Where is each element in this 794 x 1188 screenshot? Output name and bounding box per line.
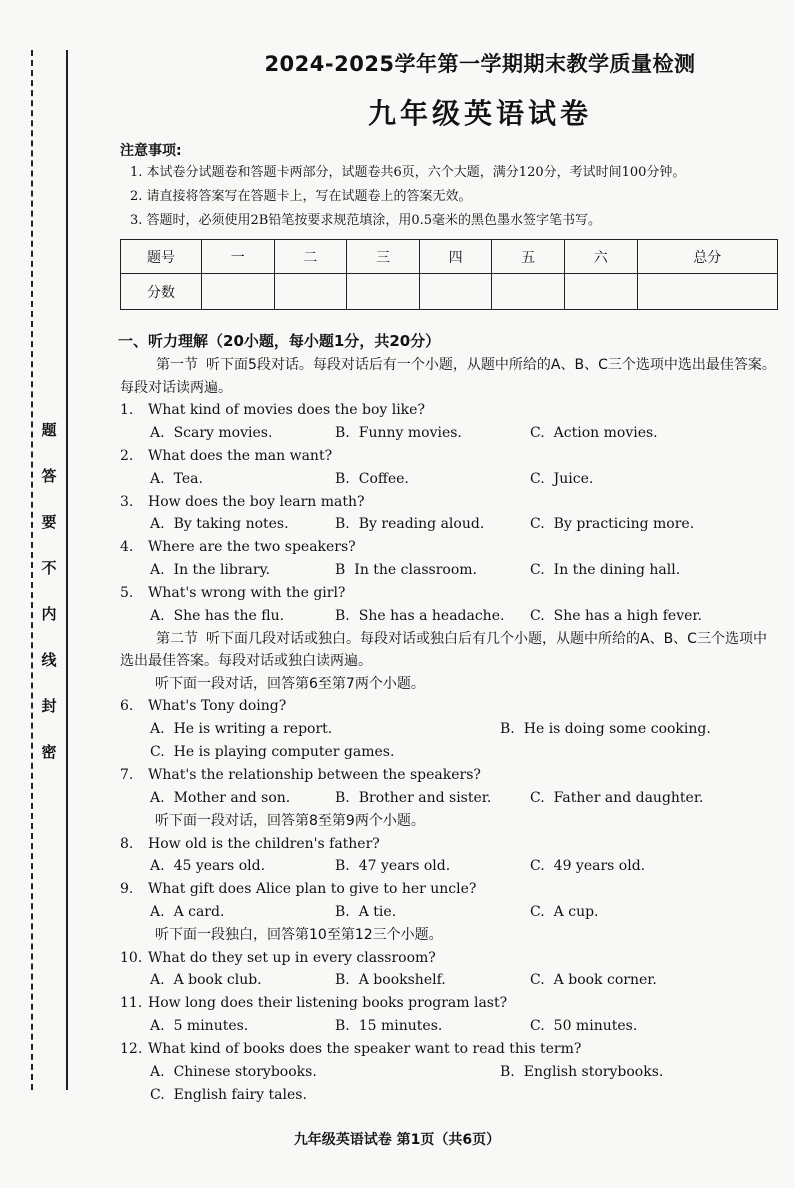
option-b [335, 422, 462, 445]
option-c [530, 605, 702, 628]
option-text: She has a high fever. [553, 607, 702, 624]
question-text: How does the boy learn math? [148, 493, 365, 510]
question [120, 764, 780, 810]
question-text: What's Tony doing? [148, 698, 287, 715]
score-cell [347, 274, 420, 310]
option-letter: B. [335, 904, 350, 921]
option-b [500, 1061, 663, 1084]
score-header: 五 [492, 240, 565, 274]
question [120, 992, 780, 1038]
option-a [150, 468, 203, 491]
option-text: He is writing a report. [173, 721, 333, 738]
question-stem [120, 764, 780, 787]
score-header: 一 [202, 240, 275, 274]
question [120, 399, 780, 445]
option-letter: A. [150, 424, 165, 441]
exam-subtitle: 九年级英语试卷 [367, 97, 592, 130]
options-row [120, 1061, 780, 1084]
option-text: He is doing some cooking. [523, 721, 711, 738]
question-text: What kind of books does the speaker want to read this term? [148, 1041, 582, 1058]
option-letter: C. [530, 424, 545, 441]
score-header: 二 [274, 240, 347, 274]
option-letter: A. [150, 1018, 165, 1035]
seal-char: 封 [41, 697, 57, 715]
option-c [530, 855, 645, 878]
seal-line-text [38, 420, 60, 788]
seal-char: 线 [41, 651, 57, 669]
question-stem [120, 399, 780, 422]
option-letter: B. [500, 1064, 515, 1081]
option-text: 49 years old. [553, 858, 646, 875]
option-text: English fairy tales. [173, 1087, 307, 1104]
option-text: 15 minutes. [358, 1018, 443, 1035]
option-letter: C. [150, 744, 165, 761]
option-letter: C. [530, 607, 545, 624]
part-text: 听下面5段对话。每段对话后有一个小题，从题中所给的A、B、C三个选项中选出最佳答案。每段对话读两遍。 [120, 357, 776, 396]
option-text: 45 years old. [173, 858, 266, 875]
question-text: What's wrong with the girl? [148, 585, 346, 602]
option-b [335, 513, 484, 536]
options-row [120, 901, 780, 924]
options-row [120, 513, 780, 536]
option-text: Mother and son. [173, 790, 291, 807]
option-letter: A. [150, 562, 165, 579]
question [120, 947, 780, 993]
question-stem [120, 582, 780, 605]
question-stem [120, 992, 780, 1015]
question-stem [120, 536, 780, 559]
option-b [335, 855, 450, 878]
part-text: 听下面几段对话或独白。每段对话或独白后有几个小题，从题中所给的A、B、C三个选项中选出最佳答案。每段对话或独白读两遍。 [120, 630, 767, 670]
question [120, 695, 780, 764]
option-letter: A. [150, 858, 165, 875]
option-text: 50 minutes. [553, 1018, 638, 1035]
option-letter: A. [150, 904, 165, 921]
options-row [120, 559, 780, 582]
option-text: In the classroom. [354, 562, 477, 579]
option-letter: C. [530, 790, 545, 807]
question [120, 1038, 780, 1107]
option-letter: C. [530, 904, 545, 921]
question-stem [120, 947, 780, 970]
option-text: Action movies. [553, 424, 658, 441]
option-c [530, 513, 694, 536]
option-b [335, 559, 477, 582]
options-row [120, 1015, 780, 1038]
option-text: Scary movies. [173, 424, 273, 441]
option-text: By reading aloud. [358, 516, 485, 533]
option-text: In the library. [173, 562, 271, 579]
option-letter: A. [150, 607, 165, 624]
option-letter: A. [150, 470, 165, 487]
option-b [500, 718, 711, 741]
score-table [120, 239, 778, 310]
options-row [120, 718, 780, 741]
options-row [120, 741, 780, 764]
option-letter: B. [335, 424, 350, 441]
option-b [335, 1015, 442, 1038]
seal-char: 不 [41, 559, 57, 577]
option-a [150, 787, 290, 810]
options-row [120, 1084, 780, 1107]
question-stem [120, 878, 780, 901]
option-letter: B [335, 562, 346, 579]
part-instruction [120, 354, 780, 399]
option-letter: B. [335, 470, 350, 487]
score-cell [202, 274, 275, 310]
option-a [150, 1061, 317, 1084]
options-row [120, 787, 780, 810]
question-number: 6. [120, 698, 134, 715]
question [120, 445, 780, 491]
question-group-3 [120, 833, 780, 925]
option-letter: B. [335, 607, 350, 624]
option-c [530, 468, 593, 491]
option-letter: B. [500, 721, 515, 738]
question-number: 2. [120, 447, 134, 464]
score-cell [637, 274, 777, 310]
question-number: 4. [120, 539, 134, 556]
question-number: 5. [120, 585, 134, 602]
options-row [120, 969, 780, 992]
option-letter: B. [335, 1018, 350, 1035]
option-a [150, 422, 272, 445]
option-letter: A. [150, 972, 165, 989]
question-stem [120, 445, 780, 468]
option-a [150, 605, 284, 628]
option-text: A card. [173, 904, 225, 921]
option-text: She has a headache. [358, 607, 505, 624]
option-letter: A. [150, 516, 165, 533]
option-letter: B. [335, 858, 350, 875]
option-letter: B. [335, 972, 350, 989]
option-a [150, 718, 332, 741]
option-text: Funny movies. [358, 424, 462, 441]
question-text: How old is the children's father? [148, 835, 380, 852]
option-letter: A. [150, 1064, 165, 1081]
option-text: Chinese storybooks. [173, 1064, 317, 1081]
question-group-4 [120, 947, 780, 1107]
question [120, 536, 780, 582]
option-text: English storybooks. [523, 1064, 664, 1081]
option-letter: C. [530, 470, 545, 487]
option-letter: B. [335, 790, 350, 807]
option-text: 5 minutes. [173, 1018, 249, 1035]
part-name: 第二节 [156, 630, 198, 647]
question-text: What kind of movies does the boy like? [148, 402, 425, 418]
option-letter: C. [530, 562, 545, 579]
question-stem [120, 491, 780, 514]
options-row [120, 855, 780, 878]
option-c [530, 1015, 637, 1038]
option-text: Tea. [173, 470, 203, 487]
option-c [530, 422, 658, 445]
option-letter: C. [150, 1087, 165, 1104]
section-title: 一、听力理解（20小题，每小题1分，共20分） [118, 332, 441, 350]
option-c [150, 1084, 307, 1107]
notice-title: 注意事项: [120, 143, 182, 159]
options-row [120, 468, 780, 491]
question-number: 1. [120, 402, 134, 418]
option-a [150, 855, 265, 878]
score-header: 题号 [121, 240, 202, 274]
exam-page [120, 48, 780, 1107]
question-group-1 [120, 399, 780, 628]
seal-char: 密 [41, 743, 57, 761]
seal-char: 答 [41, 467, 57, 485]
option-letter: C. [530, 972, 545, 989]
options-row [120, 422, 780, 445]
question-text: What gift does Alice plan to give to her uncle? [148, 881, 477, 898]
question-number: 12. [120, 1041, 143, 1058]
option-text: In the dining hall. [553, 562, 681, 579]
question-text: How long does their listening books program last? [148, 995, 508, 1012]
option-a [150, 513, 289, 536]
seal-char: 题 [41, 421, 57, 439]
option-c [530, 787, 703, 810]
lead-instruction: 听下面一段对话，回答第6至第7两个小题。 [155, 675, 425, 692]
score-cell [274, 274, 347, 310]
option-text: Juice. [553, 470, 594, 487]
question-stem [120, 1038, 780, 1061]
seal-char: 内 [41, 605, 57, 623]
question-number: 11. [120, 995, 143, 1012]
question [120, 878, 780, 924]
question-number: 10. [120, 949, 143, 966]
question-number: 3. [120, 493, 134, 510]
option-b [335, 901, 396, 924]
question-stem [120, 833, 780, 856]
seal-char: 要 [41, 513, 57, 531]
option-b [335, 605, 504, 628]
option-text: A tie. [358, 904, 397, 921]
question-text: What's the relationship between the speakers? [148, 767, 481, 784]
notice-item: 1. 本试卷分试题卷和答题卡两部分，试题卷共6页，六个大题，满分120分，考试时间100分钟。 [130, 165, 686, 180]
page-footer: 九年级英语试卷 第1页（共6页） [293, 1132, 501, 1148]
option-c [530, 969, 657, 992]
option-text: A book club. [173, 972, 262, 989]
option-c [530, 559, 680, 582]
option-text: By practicing more. [553, 516, 695, 533]
options-row [120, 605, 780, 628]
option-text: 47 years old. [358, 858, 451, 875]
lead-instruction: 听下面一段对话，回答第8至第9两个小题。 [155, 813, 425, 830]
question-text: What do they set up in every classroom? [148, 949, 436, 966]
option-c [150, 741, 394, 764]
option-c [530, 901, 599, 924]
question-number: 7. [120, 767, 134, 784]
option-letter: A. [150, 721, 165, 738]
option-text: Father and daughter. [553, 790, 704, 807]
option-text: He is playing computer games. [173, 744, 395, 761]
binding-dashed-line [31, 50, 33, 1090]
question [120, 491, 780, 537]
option-a [150, 901, 224, 924]
question-number: 8. [120, 835, 134, 852]
option-text: By taking notes. [173, 516, 289, 533]
option-text: Brother and sister. [358, 790, 492, 807]
part-instruction [120, 628, 780, 673]
option-b [335, 787, 491, 810]
question-stem [120, 695, 780, 718]
lead-instruction: 听下面一段独白，回答第10至第12三个小题。 [155, 927, 443, 944]
score-row-label: 分数 [121, 274, 202, 310]
score-header: 总分 [637, 240, 777, 274]
option-a [150, 559, 270, 582]
question [120, 833, 780, 879]
question-text: Where are the two speakers? [148, 539, 356, 556]
option-text: A cup. [553, 904, 599, 921]
option-text: Coffee. [358, 470, 409, 487]
score-header: 六 [564, 240, 637, 274]
score-header: 三 [347, 240, 420, 274]
option-letter: C. [530, 1018, 545, 1035]
option-letter: C. [530, 516, 545, 533]
notice-item: 3. 答题时，必须使用2B铅笔按要求规范填涂，用0.5毫米的黑色墨水签字笔书写。 [130, 213, 602, 228]
option-text: A bookshelf. [358, 972, 446, 989]
score-cell [564, 274, 637, 310]
question-number: 9. [120, 881, 134, 898]
notice-item: 2. 请直接将答案写在答题卡上，写在试题卷上的答案无效。 [130, 189, 472, 204]
score-cell [419, 274, 492, 310]
score-header: 四 [419, 240, 492, 274]
option-letter: B. [335, 516, 350, 533]
option-a [150, 969, 262, 992]
option-letter: C. [530, 858, 545, 875]
option-b [335, 969, 446, 992]
option-b [335, 468, 409, 491]
score-cell [492, 274, 565, 310]
exam-title: 2024-2025学年第一学期期末教学质量检测 [264, 52, 696, 76]
option-a [150, 1015, 248, 1038]
question-group-2 [120, 695, 780, 810]
option-letter: A. [150, 790, 165, 807]
question-text: What does the man want? [148, 447, 333, 464]
option-text: She has the flu. [173, 607, 285, 624]
part-name: 第一节 [156, 357, 198, 373]
binding-solid-line [66, 50, 68, 1090]
question [120, 582, 780, 628]
option-text: A book corner. [553, 972, 657, 989]
